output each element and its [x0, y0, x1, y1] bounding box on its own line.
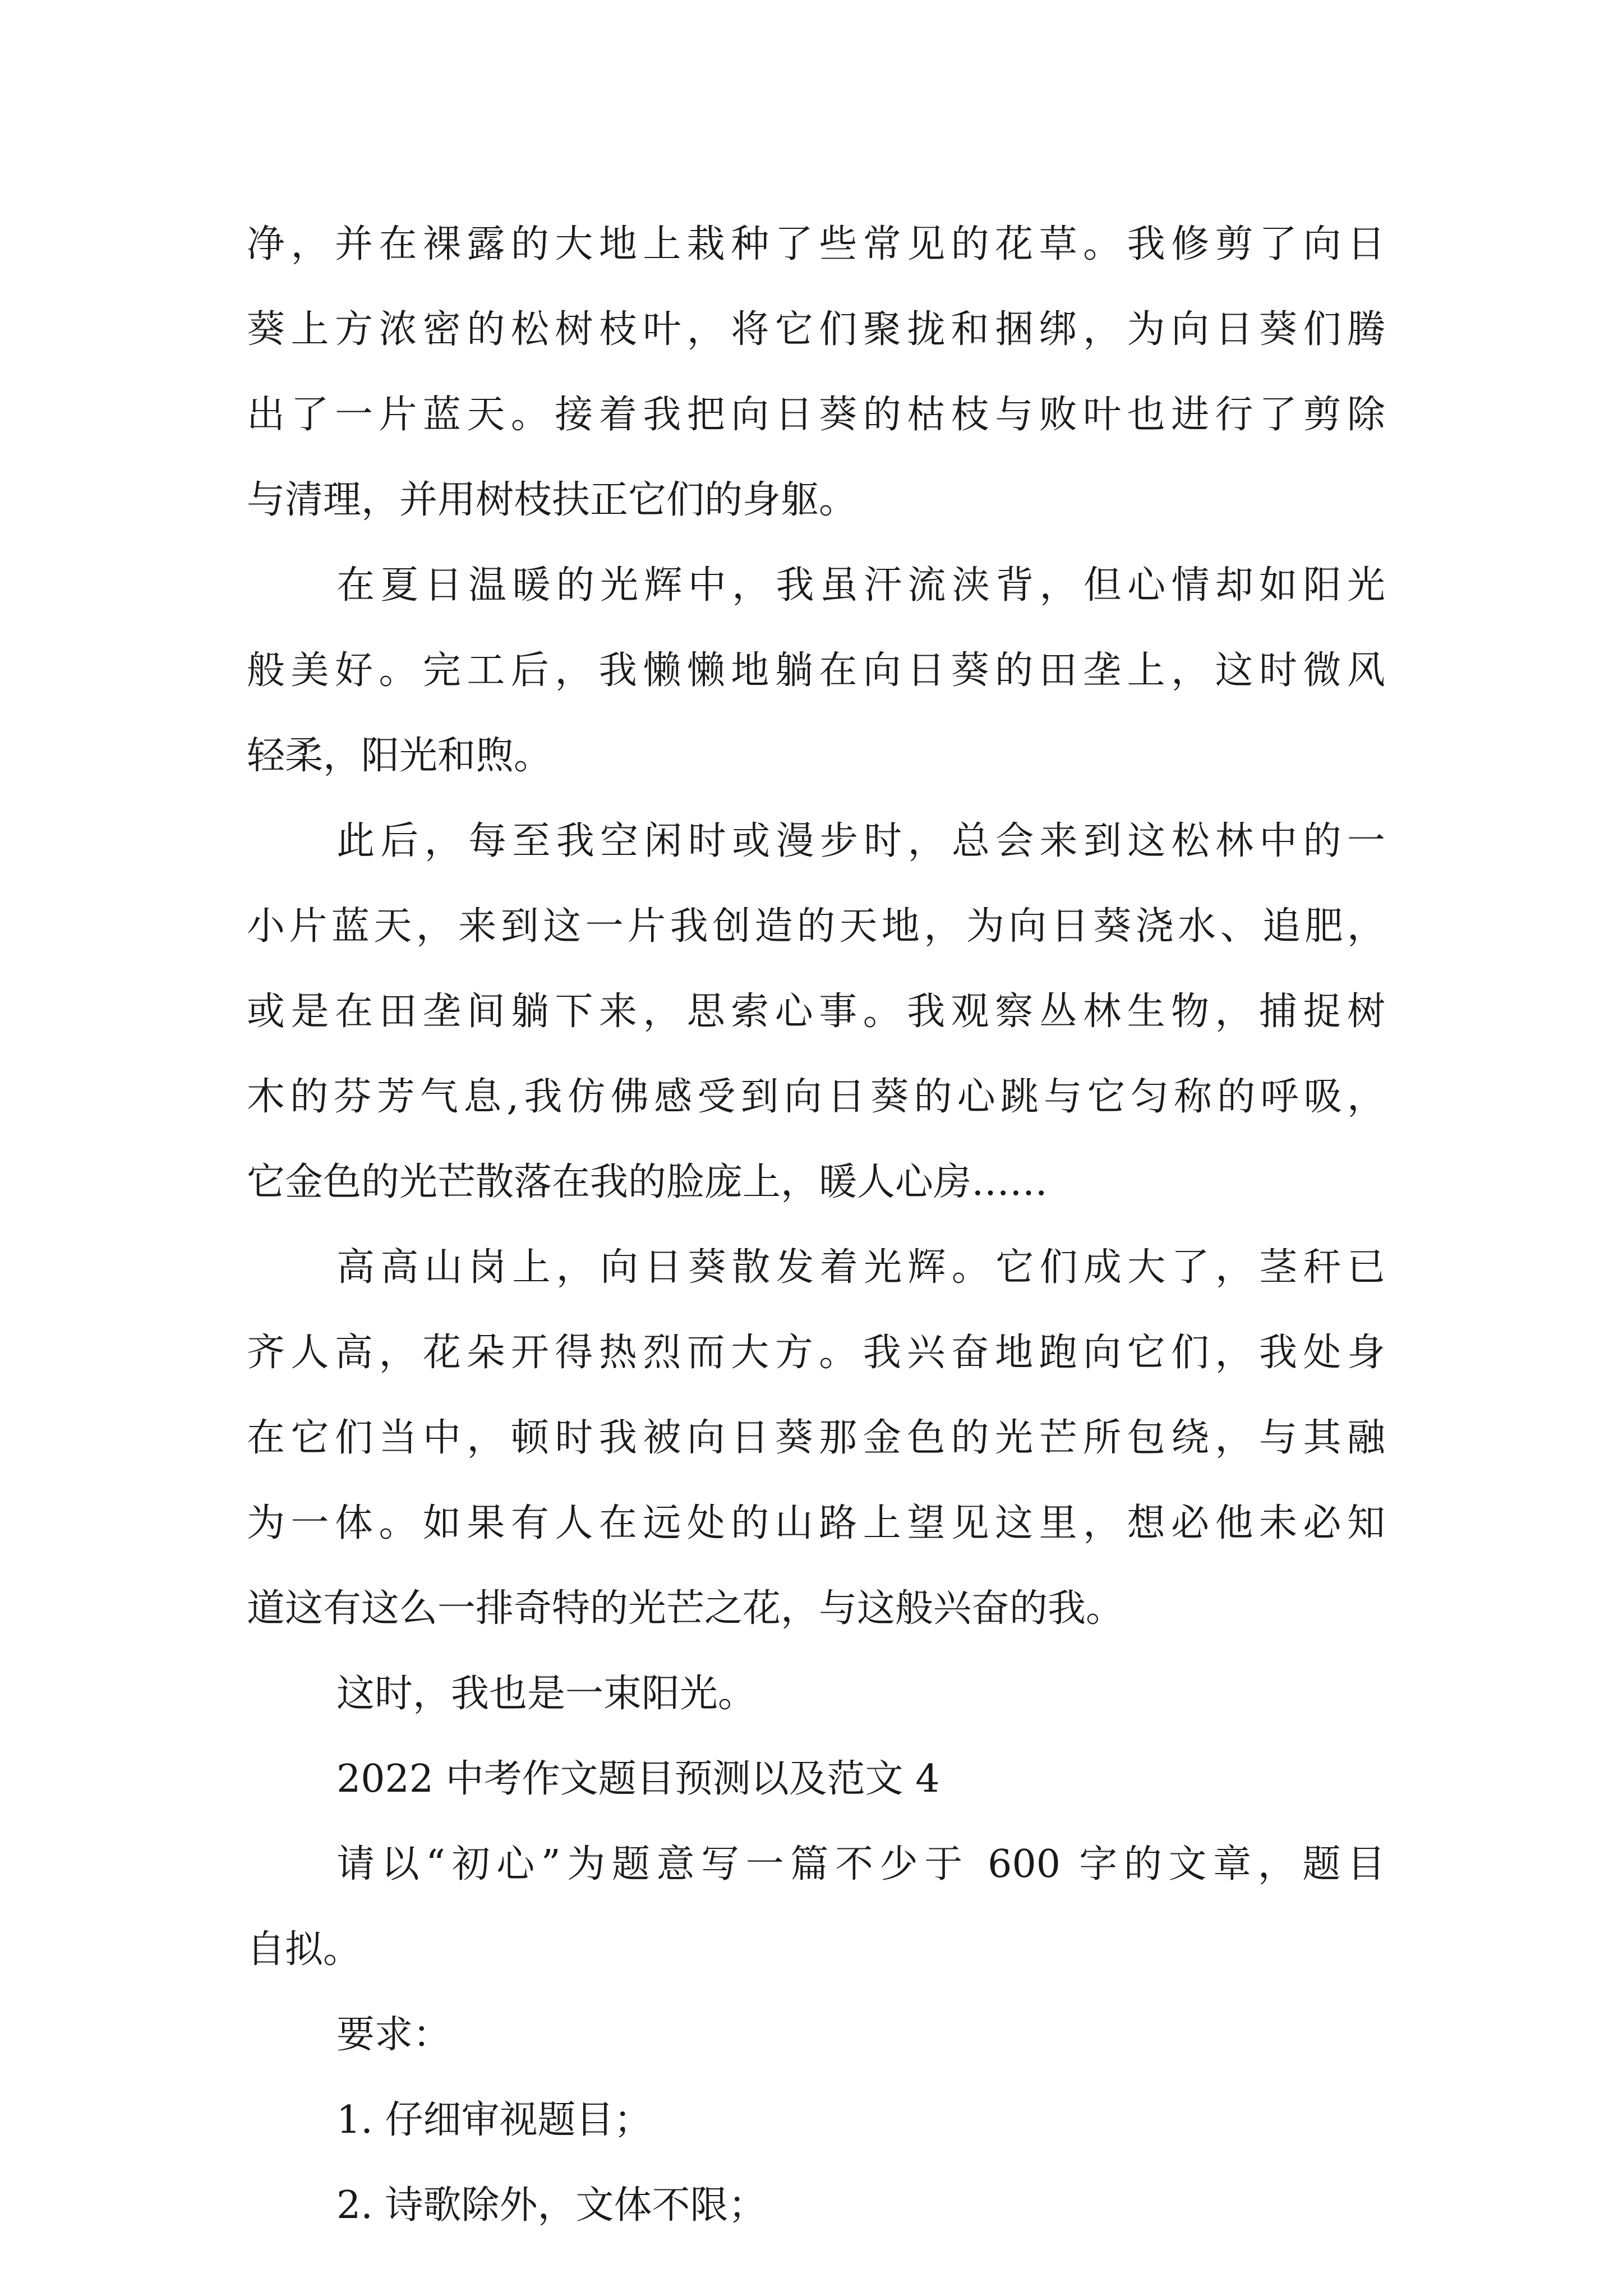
paragraph-first-line: 请以“初心”为题意写一篇不少于 600 字的文章，题目 — [336, 1842, 1385, 1887]
text-line: 或是在田垄间躺下来，思索心事。我观察丛林生物，捕捉树 — [247, 990, 1385, 1034]
text-line: 为一体。如果有人在远处的山路上望见这里，想必他未必知 — [247, 1501, 1385, 1545]
requirement-item: 2. 诗歌除外，文体不限； — [336, 2183, 767, 2228]
text-line: 小片蓝天，来到这一片我创造的天地，为向日葵浇水、追肥， — [247, 904, 1385, 949]
text-line: 轻柔，阳光和煦。 — [247, 734, 552, 778]
text-line: 齐人高，花朵开得热烈而大方。我兴奋地跑向它们，我处身 — [247, 1331, 1385, 1375]
paragraph-first-line: 此后，每至我空闲时或漫步时，总会来到这松林中的一 — [336, 819, 1385, 863]
section-heading: 2022 中考作文题目预测以及范文 4 — [336, 1757, 940, 1801]
requirement-item: 1. 仔细审视题目； — [336, 2098, 652, 2142]
text-line: 与清理，并用树枝扶正它们的身躯。 — [247, 478, 857, 522]
requirements-label: 要求： — [336, 2013, 451, 2057]
text-line: 自拟。 — [247, 1927, 362, 1972]
text-line: 净，并在裸露的大地上栽种了些常见的花草。我修剪了向日 — [247, 222, 1385, 266]
text-line: 它金色的光芒散落在我的脸庞上，暖人心房…… — [247, 1160, 1048, 1204]
text-line: 道这有这么一排奇特的光芒之花，与这般兴奋的我。 — [247, 1586, 1124, 1631]
paragraph-first-line: 在夏日温暖的光辉中，我虽汗流浃背，但心情却如阳光 — [336, 563, 1385, 608]
text-line: 在它们当中，顿时我被向日葵那金色的光芒所包绕，与其融 — [247, 1416, 1385, 1460]
text-line: 出了一片蓝天。接着我把向日葵的枯枝与败叶也进行了剪除 — [247, 393, 1385, 437]
text-line: 般美好。完工后，我懒懒地躺在向日葵的田垄上，这时微风 — [247, 648, 1385, 693]
document-body — [247, 202, 1385, 2248]
paragraph-first-line: 高高山岗上，向日葵散发着光辉。它们成大了，茎秆已 — [336, 1245, 1385, 1290]
text-line: 木的芬芳气息,我仿佛感受到向日葵的心跳与它匀称的呼吸， — [247, 1075, 1385, 1119]
paragraph-first-line: 这时，我也是一束阳光。 — [336, 1672, 757, 1716]
text-line: 葵上方浓密的松树枝叶，将它们聚拢和捆绑，为向日葵们腾 — [247, 307, 1385, 352]
